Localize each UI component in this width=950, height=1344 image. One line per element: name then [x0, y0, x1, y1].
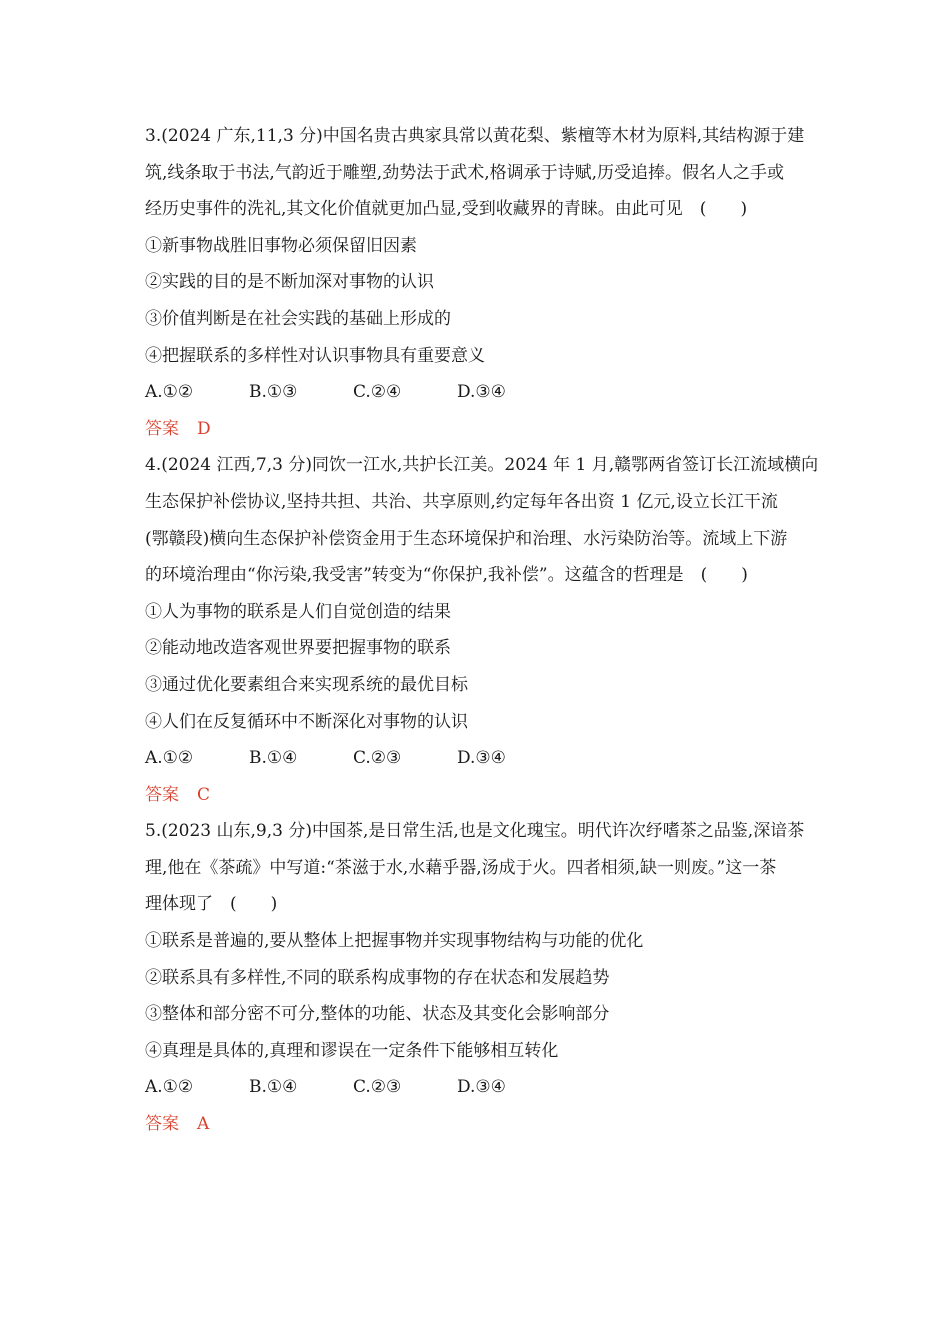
answer-line — [145, 777, 815, 814]
question-3 — [145, 118, 815, 447]
option-c: C.②③ — [353, 1077, 402, 1098]
answer-line — [145, 1106, 815, 1143]
choice-item: ④真理是具体的,真理和谬误在一定条件下能够相互转化 — [145, 1040, 559, 1061]
answer-value: A — [197, 1114, 210, 1135]
question-stem-line: 3.(2024 广东,11,3 分)中国名贵古典家具常以黄花梨、紫檀等木材为原料,其结构源于建 — [145, 126, 805, 146]
question-stem-line: 生态保护补偿协议,坚持共担、共治、共享原则,约定每年各出资 1 亿元,设立长江干流 — [145, 491, 778, 512]
answer-label: 答案 — [145, 1114, 179, 1135]
option-a: A.①② — [145, 1077, 194, 1098]
question-stem-line: 经历史事件的洗礼,其文化价值就更加凸显,受到收藏界的青睐。由此可见 ( ) — [145, 199, 748, 220]
question-stem-line: 筑,线条取于书法,气韵近于雕塑,劲势法于武术,格调承于诗赋,历受追捧。假名人之手或 — [145, 162, 785, 183]
answer-options — [145, 1069, 815, 1106]
question-stem-line: 5.(2023 山东,9,3 分)中国茶,是日常生活,也是文化瑰宝。明代许次纾嗜茶之品鉴,深谙茶 — [145, 821, 805, 842]
question-stem-line: 4.(2024 江西,7,3 分)同饮一江水,共护长江美。2024 年 1 月,赣鄂两省签订长江流域横向 — [145, 455, 819, 476]
choice-item: ③通过优化要素组合来实现系统的最优目标 — [145, 674, 468, 695]
option-d: D.③④ — [457, 382, 506, 403]
question-stem-line: (鄂赣段)横向生态保护补偿资金用于生态环境保护和治理、水污染防治等。流域上下游 — [145, 528, 788, 549]
option-c: C.②④ — [353, 382, 402, 403]
answer-value: D — [197, 418, 211, 439]
document-page — [145, 118, 819, 1143]
option-b: B.①④ — [249, 1077, 298, 1098]
question-4 — [145, 447, 819, 813]
choice-item: ②能动地改造客观世界要把握事物的联系 — [145, 638, 451, 659]
answer-options — [145, 374, 815, 411]
answer-label: 答案 — [145, 418, 179, 439]
question-5 — [145, 813, 815, 1142]
choice-item: ②实践的目的是不断加深对事物的认识 — [145, 272, 434, 293]
choice-item: ③整体和部分密不可分,整体的功能、状态及其变化会影响部分 — [145, 1004, 610, 1025]
option-b: B.①③ — [249, 382, 298, 403]
option-b: B.①④ — [249, 748, 298, 769]
choice-item: ①人为事物的联系是人们自觉创造的结果 — [145, 601, 451, 622]
question-stem-line: 的环境治理由“你污染,我受害”转变为“你保护,我补偿”。这蕴含的哲理是 ( ) — [145, 565, 748, 586]
answer-label: 答案 — [145, 784, 179, 805]
choice-item: ③价值判断是在社会实践的基础上形成的 — [145, 308, 451, 329]
option-c: C.②③ — [353, 748, 402, 769]
choice-item: ①联系是普遍的,要从整体上把握事物并实现事物结构与功能的优化 — [145, 931, 644, 952]
choice-item: ④把握联系的多样性对认识事物具有重要意义 — [145, 345, 485, 366]
question-stem-line: 理体现了 ( ) — [145, 894, 278, 915]
option-d: D.③④ — [457, 748, 506, 769]
answer-line — [145, 411, 815, 448]
option-a: A.①② — [145, 382, 194, 403]
answer-options — [145, 740, 815, 777]
answer-value: C — [197, 784, 211, 805]
question-stem-line: 理,他在《茶疏》中写道:“茶滋于水,水藉乎器,汤成于火。四者相须,缺一则废。”这一茶 — [145, 857, 777, 878]
choice-item: ②联系具有多样性,不同的联系构成事物的存在状态和发展趋势 — [145, 967, 610, 988]
choice-item: ①新事物战胜旧事物必须保留旧因素 — [145, 235, 417, 256]
option-d: D.③④ — [457, 1077, 506, 1098]
option-a: A.①② — [145, 748, 194, 769]
choice-item: ④人们在反复循环中不断深化对事物的认识 — [145, 711, 468, 732]
